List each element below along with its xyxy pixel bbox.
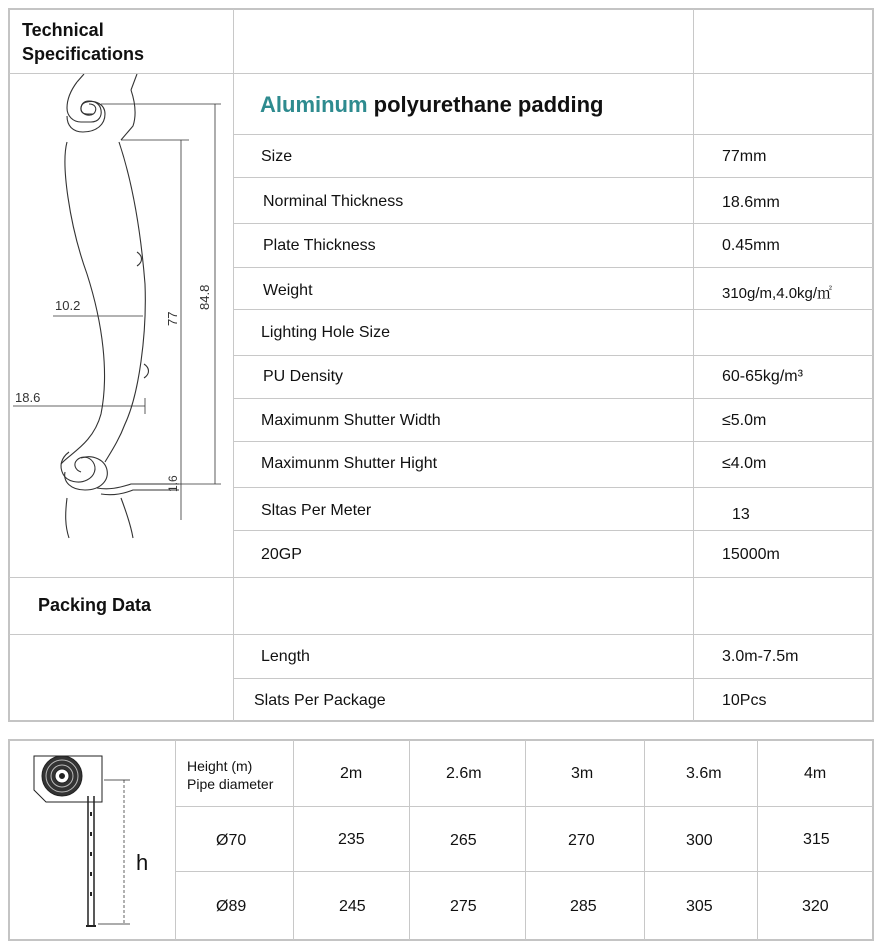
- box-size-cell: 245: [339, 898, 366, 915]
- box-size-cell: 285: [570, 898, 597, 915]
- box-size-cell: 305: [686, 898, 713, 915]
- dim-thickness-label: 10.2: [55, 298, 81, 313]
- box-size-cell: 300: [686, 832, 713, 849]
- pipe-diameter-cell: Ø89: [216, 898, 247, 915]
- spec-value-weight: 310g/m,4.0kg/㎡: [722, 285, 833, 302]
- spec-row-divider: [234, 309, 873, 310]
- bottom-hook-inner: [65, 457, 108, 490]
- spec-label-size: Size: [261, 148, 293, 165]
- spec-value-max-height: ≤4.0m: [722, 455, 767, 472]
- h-dimension-label: h: [136, 850, 149, 875]
- slat-profile-drawing: [9, 74, 233, 576]
- packing-label-length: Length: [261, 648, 310, 665]
- spec-label-pu-density: PU Density: [263, 368, 344, 385]
- heading-line-1: Technical: [22, 20, 104, 40]
- spec-value-slats-per-meter: 13: [732, 506, 750, 523]
- roller-coil-icon: [42, 756, 82, 796]
- spec-row-divider: [234, 267, 873, 268]
- box-table-divider: [293, 740, 294, 940]
- packing-value-slats-per-package: 10Pcs: [722, 692, 767, 709]
- spec-row-divider: [234, 223, 873, 224]
- spec-table-divider: [693, 9, 694, 721]
- spec-label-max-height: Maximunm Shutter Hight: [261, 455, 438, 472]
- spec-value-20gp: 15000m: [722, 546, 780, 563]
- box-size-cell: 265: [450, 832, 477, 849]
- spec-row-divider: [234, 441, 873, 442]
- slat-right-outline: [105, 142, 145, 462]
- spec-label-20gp: 20GP: [261, 546, 302, 563]
- spec-value-max-width: ≤5.0m: [722, 412, 767, 429]
- height-header: 4m: [804, 765, 827, 782]
- slat-bump: [137, 252, 142, 266]
- top-fringe: [121, 90, 135, 140]
- height-header: 3.6m: [686, 765, 722, 782]
- top-fringe: [77, 74, 84, 82]
- heading-line-2: Specifications: [22, 44, 145, 64]
- spec-value-size: 77mm: [722, 148, 767, 165]
- technical-specifications-heading: [22, 18, 144, 66]
- lower-fringe: [66, 498, 69, 538]
- box-table-header-label: [187, 757, 273, 793]
- spec-label-max-width: Maximunm Shutter Width: [261, 412, 441, 429]
- spec-label-weight: Weight: [263, 282, 313, 299]
- spec-label-lighting-hole-size: Lighting Hole Size: [261, 324, 390, 341]
- dim-height-label: 77: [165, 311, 180, 326]
- box-size-cell: 320: [802, 898, 829, 915]
- header-pipe-diameter: Pipe diameter: [187, 776, 274, 792]
- box-table-divider: [176, 871, 873, 872]
- spec-label-plate-thickness: Plate Thickness: [263, 237, 376, 254]
- spec-row-divider: [234, 398, 873, 399]
- spec-row-divider: [234, 530, 873, 531]
- packing-label-slats-per-package: Slats Per Package: [254, 692, 386, 709]
- spec-value-pu-density: 60-65kg/m³: [722, 368, 803, 385]
- roller-box-illustration: [12, 742, 172, 938]
- spec-table-divider: [9, 577, 873, 578]
- box-size-cell: 270: [568, 832, 595, 849]
- spec-label-slats-per-meter: Sltas Per Meter: [261, 502, 372, 519]
- spec-value-nominal-thickness: 18.6mm: [722, 194, 780, 211]
- pipe-diameter-cell: Ø70: [216, 832, 247, 849]
- box-table-divider: [525, 740, 526, 940]
- spec-value-plate-thickness: 0.45mm: [722, 237, 780, 254]
- top-fringe: [131, 74, 137, 90]
- box-table-divider: [757, 740, 758, 940]
- product-title-accent: Aluminum: [260, 92, 368, 117]
- box-size-cell: 315: [803, 831, 830, 848]
- spec-table-divider: [9, 634, 873, 635]
- spec-row-divider: [234, 487, 873, 488]
- packing-data-heading: Packing Data: [38, 595, 152, 615]
- height-header: 3m: [571, 765, 594, 782]
- packing-value-length: 3.0m-7.5m: [722, 648, 799, 665]
- box-table-divider: [176, 806, 873, 807]
- box-size-cell: 235: [338, 831, 365, 848]
- header-height: Height (m): [187, 758, 253, 774]
- spec-row-divider: [234, 134, 873, 135]
- box-table-divider: [409, 740, 410, 940]
- slat-bump: [144, 364, 149, 378]
- lower-fringe: [121, 498, 133, 538]
- spec-row-divider: [234, 678, 873, 679]
- product-title: [260, 92, 603, 118]
- height-header: 2.6m: [446, 765, 482, 782]
- dim-nominal-label: 18.6: [15, 390, 41, 405]
- spec-row-divider: [234, 177, 873, 178]
- spec-label-nominal-thickness: Norminal Thickness: [263, 193, 404, 210]
- dim-gap-label: 1.6: [166, 475, 180, 492]
- spec-table-divider: [233, 9, 234, 721]
- box-table-divider: [175, 740, 176, 940]
- product-title-rest: polyurethane padding: [367, 92, 604, 117]
- dim-overall-label: 84.8: [197, 284, 212, 310]
- box-size-cell: 275: [450, 898, 477, 915]
- spec-row-divider: [234, 355, 873, 356]
- box-table-divider: [644, 740, 645, 940]
- height-header: 2m: [340, 765, 363, 782]
